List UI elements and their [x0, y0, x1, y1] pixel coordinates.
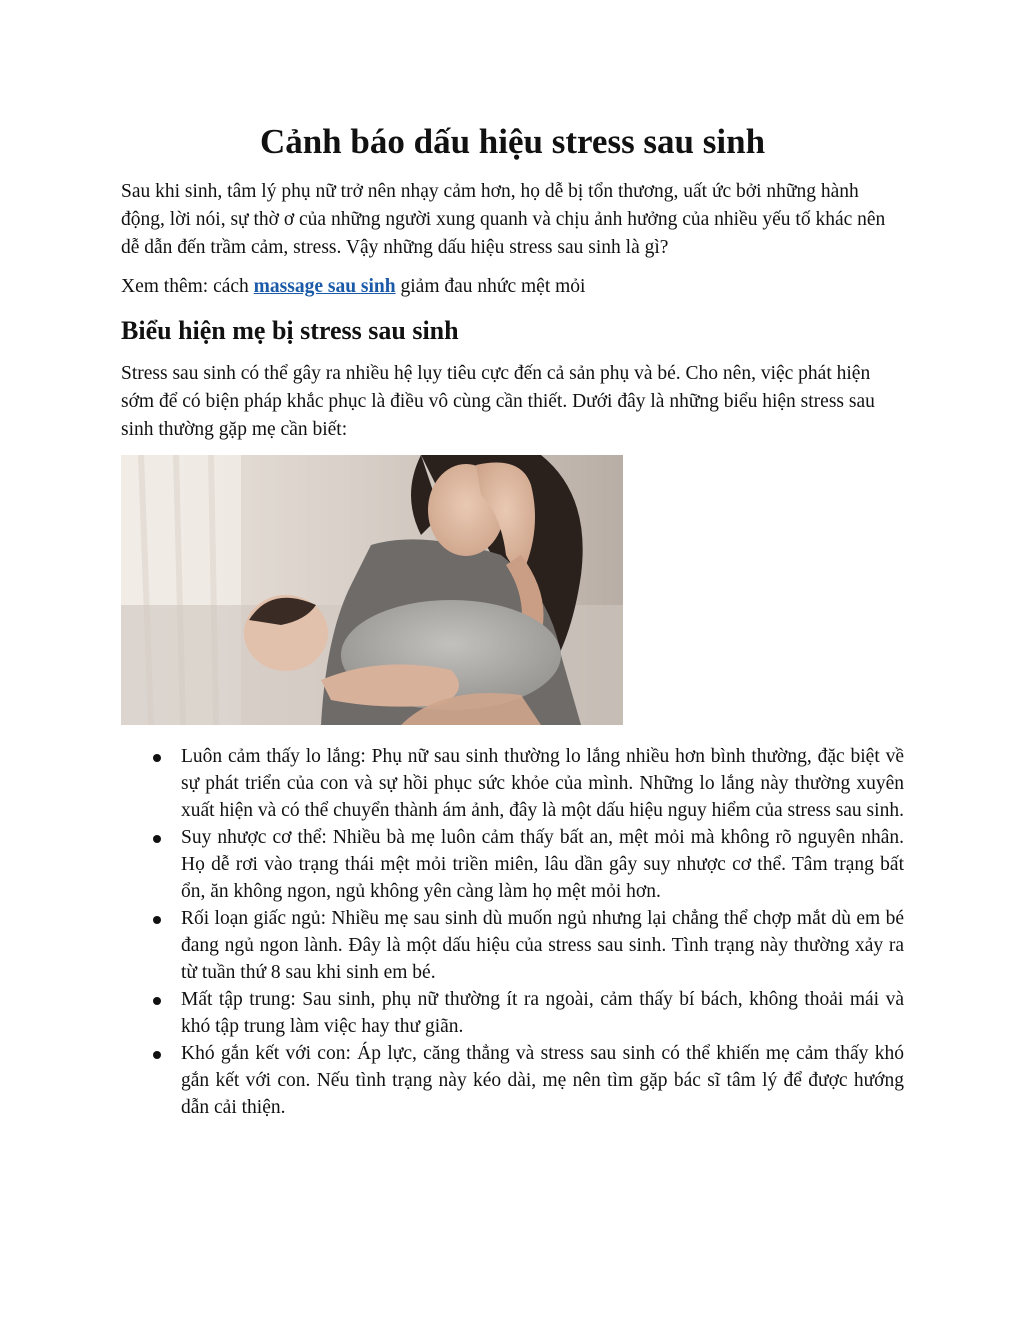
- bullet-dot-icon: [153, 997, 161, 1005]
- page-title: Cảnh báo dấu hiệu stress sau sinh: [259, 122, 766, 161]
- see-more-line: [121, 273, 904, 301]
- list-item: [121, 824, 904, 905]
- mother-baby-photo: [121, 455, 623, 725]
- list-item-text: Rối loạn giấc ngủ: Nhiều mẹ sau sinh dù muốn ngủ nhưng lại chẳng thể chợp mắt dù em bé đang ngủ ngon lành. Đây là một dấu hiệu của stress sau sinh. Tình trạng này thường xảy ra từ tuần thứ 8 sau khi sinh em bé.: [181, 908, 904, 983]
- list-item-text: Khó gắn kết với con: Áp lực, căng thẳng và stress sau sinh có thể khiến mẹ cảm thấy khó gắn kết với con. Nếu tình trạng này kéo dài, mẹ nên tìm gặp bác sĩ tâm lý để được hướng dẫn cải thiện.: [181, 1043, 904, 1118]
- bullet-dot-icon: [153, 916, 161, 924]
- see-more-suffix: giảm đau nhức mệt mỏi: [395, 276, 586, 297]
- list-item-text: Mất tập trung: Sau sinh, phụ nữ thường ít ra ngoài, cảm thấy bí bách, không thoải mái và khó tập trung làm việc hay thư giãn.: [181, 989, 904, 1037]
- section-paragraph: Stress sau sinh có thể gây ra nhiều hệ lụy tiêu cực đến cả sản phụ và bé. Cho nên, việc phát hiện sớm để có biện pháp khắc phục là điều vô cùng cần thiết. Dưới đây là những biểu hiện stress sau sinh thường gặp mẹ cần biết:: [121, 363, 875, 440]
- list-item-text: Suy nhược cơ thể: Nhiều bà mẹ luôn cảm thấy bất an, mệt mỏi mà không rõ nguyên nhân. Họ dễ rơi vào trạng thái mệt mỏi triền miên, lâu dần gây suy nhược cơ thể. Tâm trạng bất ổn, ăn không ngon, ngủ không yên càng làm họ mệt mỏi hơn.: [181, 827, 904, 902]
- bullet-dot-icon: [153, 835, 161, 843]
- massage-link[interactable]: massage sau sinh: [253, 276, 396, 297]
- bullet-dot-icon: [153, 1051, 161, 1059]
- intro-paragraph: Sau khi sinh, tâm lý phụ nữ trở nên nhạy cảm hơn, họ dễ bị tổn thương, uất ức bởi những hành động, lời nói, sự thờ ơ của những người xung quanh và chịu ảnh hưởng của nhiều yếu tố khác nên dễ dẫn đến trầm cảm, stress. Vậy những dấu hiệu stress sau sinh là gì?: [121, 181, 886, 258]
- list-item: [121, 905, 904, 986]
- bullet-dot-icon: [153, 754, 161, 762]
- list-item: [121, 1040, 904, 1121]
- see-more-prefix: Xem thêm: cách: [121, 276, 254, 297]
- list-item: [121, 986, 904, 1040]
- symptom-list: [121, 743, 904, 1121]
- list-item-text: Luôn cảm thấy lo lắng: Phụ nữ sau sinh thường lo lắng nhiều hơn bình thường, đặc biệt về sự phát triển của con và sự hồi phục sức khỏe của mình. Những lo lắng này thường xuyên xuất hiện và có thể chuyển thành ám ảnh, đây là một dấu hiệu nguy hiểm của stress sau sinh.: [181, 746, 904, 821]
- list-item: [121, 743, 904, 824]
- section-heading: Biểu hiện mẹ bị stress sau sinh: [121, 316, 459, 345]
